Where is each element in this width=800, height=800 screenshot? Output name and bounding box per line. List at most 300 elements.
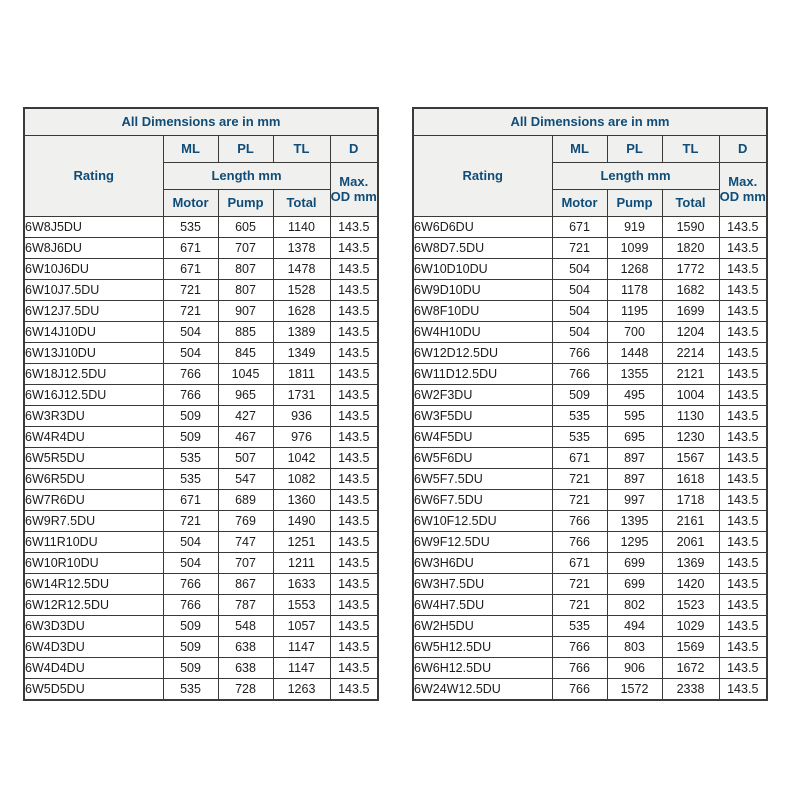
motor-length-cell: 721 xyxy=(163,280,218,301)
motor-length-cell: 721 xyxy=(552,490,607,511)
rating-cell: 6W11R10DU xyxy=(24,532,163,553)
total-length-cell: 1699 xyxy=(662,301,719,322)
table-row xyxy=(24,574,378,595)
max-od-cell: 143.5 xyxy=(330,490,378,511)
max-od-cell: 143.5 xyxy=(719,574,767,595)
max-od-cell: 143.5 xyxy=(330,637,378,658)
motor-length-cell: 671 xyxy=(552,217,607,238)
motor-length-cell: 766 xyxy=(552,658,607,679)
total-length-cell: 2161 xyxy=(662,511,719,532)
motor-length-cell: 504 xyxy=(163,322,218,343)
rating-cell: 6W9R7.5DU xyxy=(24,511,163,532)
pump-length-cell: 495 xyxy=(607,385,662,406)
rating-cell: 6W6H12.5DU xyxy=(413,658,552,679)
max-od-cell: 143.5 xyxy=(330,385,378,406)
rating-cell: 6W2H5DU xyxy=(413,616,552,637)
table-body-right xyxy=(413,217,767,701)
ml-column-header: ML xyxy=(552,136,607,163)
motor-column-header: Motor xyxy=(552,190,607,217)
pump-length-cell: 605 xyxy=(218,217,273,238)
table-row xyxy=(24,343,378,364)
motor-length-cell: 766 xyxy=(552,679,607,701)
table-row xyxy=(413,280,767,301)
pump-length-cell: 803 xyxy=(607,637,662,658)
total-length-cell: 1263 xyxy=(273,679,330,701)
total-length-cell: 1820 xyxy=(662,238,719,259)
rating-cell: 6W8F10DU xyxy=(413,301,552,322)
total-length-cell: 1004 xyxy=(662,385,719,406)
total-length-cell: 1147 xyxy=(273,637,330,658)
rating-cell: 6W6D6DU xyxy=(413,217,552,238)
table-row xyxy=(24,217,378,238)
total-length-cell: 2061 xyxy=(662,532,719,553)
total-length-cell: 1042 xyxy=(273,448,330,469)
pump-length-cell: 802 xyxy=(607,595,662,616)
pump-length-cell: 1355 xyxy=(607,364,662,385)
pump-length-cell: 1045 xyxy=(218,364,273,385)
max-od-cell: 143.5 xyxy=(719,217,767,238)
table-row xyxy=(24,259,378,280)
total-length-cell: 1672 xyxy=(662,658,719,679)
total-length-cell: 1147 xyxy=(273,658,330,679)
motor-length-cell: 766 xyxy=(163,385,218,406)
pump-length-cell: 728 xyxy=(218,679,273,701)
table-row xyxy=(24,616,378,637)
rating-cell: 6W12J7.5DU xyxy=(24,301,163,322)
total-length-cell: 1567 xyxy=(662,448,719,469)
table-caption: All Dimensions are in mm xyxy=(413,108,767,136)
motor-length-cell: 721 xyxy=(552,574,607,595)
max-od-cell: 143.5 xyxy=(330,679,378,701)
pump-length-cell: 769 xyxy=(218,511,273,532)
max-od-cell: 143.5 xyxy=(719,259,767,280)
table-row xyxy=(413,385,767,406)
total-length-cell: 1811 xyxy=(273,364,330,385)
max-od-cell: 143.5 xyxy=(330,448,378,469)
table-row xyxy=(413,301,767,322)
motor-length-cell: 535 xyxy=(163,448,218,469)
tables-container xyxy=(23,107,768,701)
ml-column-header: ML xyxy=(163,136,218,163)
pump-length-cell: 997 xyxy=(607,490,662,511)
pump-length-cell: 807 xyxy=(218,280,273,301)
motor-length-cell: 766 xyxy=(163,364,218,385)
table-row xyxy=(413,595,767,616)
pump-length-cell: 467 xyxy=(218,427,273,448)
max-od-cell: 143.5 xyxy=(330,595,378,616)
rating-cell: 6W4D3DU xyxy=(24,637,163,658)
total-length-cell: 1082 xyxy=(273,469,330,490)
motor-length-cell: 535 xyxy=(552,427,607,448)
max-od-cell: 143.5 xyxy=(719,469,767,490)
rating-cell: 6W4H10DU xyxy=(413,322,552,343)
max-od-cell: 143.5 xyxy=(719,406,767,427)
motor-length-cell: 509 xyxy=(163,616,218,637)
motor-length-cell: 504 xyxy=(163,553,218,574)
table-row xyxy=(24,553,378,574)
total-length-cell: 1389 xyxy=(273,322,330,343)
pump-length-cell: 699 xyxy=(607,574,662,595)
motor-length-cell: 509 xyxy=(163,427,218,448)
max-od-cell: 143.5 xyxy=(330,259,378,280)
length-group-header: Length mm xyxy=(552,163,719,190)
rating-cell: 6W8D7.5DU xyxy=(413,238,552,259)
total-length-cell: 1590 xyxy=(662,217,719,238)
table-row xyxy=(413,490,767,511)
max-od-cell: 143.5 xyxy=(719,532,767,553)
total-length-cell: 1378 xyxy=(273,238,330,259)
max-od-cell: 143.5 xyxy=(719,448,767,469)
table-row xyxy=(24,511,378,532)
max-od-cell: 143.5 xyxy=(719,364,767,385)
table-row xyxy=(24,637,378,658)
abbrev-header-row xyxy=(24,136,378,163)
rating-cell: 6W4H7.5DU xyxy=(413,595,552,616)
pump-length-cell: 1572 xyxy=(607,679,662,701)
rating-cell: 6W2F3DU xyxy=(413,385,552,406)
max-od-cell: 143.5 xyxy=(719,637,767,658)
motor-length-cell: 509 xyxy=(163,406,218,427)
rating-cell: 6W5D5DU xyxy=(24,679,163,701)
pump-length-cell: 965 xyxy=(218,385,273,406)
motor-column-header: Motor xyxy=(163,190,218,217)
table-body-left xyxy=(24,217,378,701)
table-row xyxy=(413,448,767,469)
table-row xyxy=(24,532,378,553)
motor-length-cell: 671 xyxy=(552,553,607,574)
rating-cell: 6W10J6DU xyxy=(24,259,163,280)
rating-cell: 6W8J6DU xyxy=(24,238,163,259)
max-od-cell: 143.5 xyxy=(330,616,378,637)
total-length-cell: 1251 xyxy=(273,532,330,553)
max-od-cell: 143.5 xyxy=(719,343,767,364)
pump-length-cell: 1268 xyxy=(607,259,662,280)
pump-column-header: Pump xyxy=(607,190,662,217)
motor-length-cell: 504 xyxy=(163,532,218,553)
pump-length-cell: 1395 xyxy=(607,511,662,532)
rating-cell: 6W3D3DU xyxy=(24,616,163,637)
rating-cell: 6W10J7.5DU xyxy=(24,280,163,301)
motor-length-cell: 766 xyxy=(552,532,607,553)
max-od-cell: 143.5 xyxy=(719,280,767,301)
rating-cell: 6W9D10DU xyxy=(413,280,552,301)
total-length-cell: 1772 xyxy=(662,259,719,280)
motor-length-cell: 535 xyxy=(163,679,218,701)
abbrev-header-row xyxy=(413,136,767,163)
max-od-cell: 143.5 xyxy=(330,532,378,553)
table-row xyxy=(24,322,378,343)
max-od-cell: 143.5 xyxy=(330,280,378,301)
motor-length-cell: 504 xyxy=(163,343,218,364)
tl-column-header: TL xyxy=(662,136,719,163)
total-length-cell: 1569 xyxy=(662,637,719,658)
table-row xyxy=(413,427,767,448)
table-row xyxy=(24,448,378,469)
max-od-header: Max. OD mm xyxy=(719,163,767,217)
max-od-cell: 143.5 xyxy=(330,469,378,490)
max-od-cell: 143.5 xyxy=(330,658,378,679)
motor-length-cell: 766 xyxy=(163,595,218,616)
pump-length-cell: 638 xyxy=(218,637,273,658)
total-length-cell: 936 xyxy=(273,406,330,427)
total-length-cell: 1230 xyxy=(662,427,719,448)
motor-length-cell: 504 xyxy=(552,259,607,280)
total-length-cell: 1057 xyxy=(273,616,330,637)
max-od-cell: 143.5 xyxy=(330,427,378,448)
table-row xyxy=(413,364,767,385)
table-row xyxy=(413,217,767,238)
table-row xyxy=(24,490,378,511)
total-length-cell: 1204 xyxy=(662,322,719,343)
d-column-header: D xyxy=(330,136,378,163)
rating-cell: 6W14R12.5DU xyxy=(24,574,163,595)
total-length-cell: 976 xyxy=(273,427,330,448)
motor-length-cell: 721 xyxy=(163,301,218,322)
table-row xyxy=(24,385,378,406)
pump-length-cell: 906 xyxy=(607,658,662,679)
table-row xyxy=(413,238,767,259)
pump-length-cell: 845 xyxy=(218,343,273,364)
pump-length-cell: 897 xyxy=(607,469,662,490)
rating-cell: 6W18J12.5DU xyxy=(24,364,163,385)
table-row xyxy=(24,238,378,259)
total-length-cell: 1211 xyxy=(273,553,330,574)
motor-length-cell: 509 xyxy=(163,658,218,679)
motor-length-cell: 721 xyxy=(552,469,607,490)
pump-length-cell: 897 xyxy=(607,448,662,469)
rating-cell: 6W8J5DU xyxy=(24,217,163,238)
motor-length-cell: 721 xyxy=(163,511,218,532)
tl-column-header: TL xyxy=(273,136,330,163)
table-row xyxy=(413,322,767,343)
pump-length-cell: 638 xyxy=(218,658,273,679)
total-length-cell: 1490 xyxy=(273,511,330,532)
total-length-cell: 1633 xyxy=(273,574,330,595)
pump-length-cell: 547 xyxy=(218,469,273,490)
table-row xyxy=(24,658,378,679)
max-od-cell: 143.5 xyxy=(330,574,378,595)
max-od-cell: 143.5 xyxy=(330,364,378,385)
pump-length-cell: 885 xyxy=(218,322,273,343)
total-length-cell: 2338 xyxy=(662,679,719,701)
rating-column-header: Rating xyxy=(24,136,163,217)
motor-length-cell: 766 xyxy=(552,364,607,385)
total-length-cell: 1478 xyxy=(273,259,330,280)
max-od-cell: 143.5 xyxy=(330,322,378,343)
rating-cell: 6W14J10DU xyxy=(24,322,163,343)
length-group-header: Length mm xyxy=(163,163,330,190)
max-od-cell: 143.5 xyxy=(719,427,767,448)
motor-length-cell: 671 xyxy=(163,259,218,280)
table-row xyxy=(413,553,767,574)
rating-cell: 6W10R10DU xyxy=(24,553,163,574)
motor-length-cell: 504 xyxy=(552,322,607,343)
table-row xyxy=(413,511,767,532)
table-row xyxy=(413,343,767,364)
rating-cell: 6W24W12.5DU xyxy=(413,679,552,701)
rating-cell: 6W5R5DU xyxy=(24,448,163,469)
table-row xyxy=(24,301,378,322)
motor-length-cell: 509 xyxy=(552,385,607,406)
rating-cell: 6W5H12.5DU xyxy=(413,637,552,658)
rating-cell: 6W10D10DU xyxy=(413,259,552,280)
pump-length-cell: 700 xyxy=(607,322,662,343)
table-row xyxy=(413,637,767,658)
max-od-cell: 143.5 xyxy=(719,553,767,574)
motor-length-cell: 671 xyxy=(552,448,607,469)
rating-cell: 6W12R12.5DU xyxy=(24,595,163,616)
motor-length-cell: 766 xyxy=(552,637,607,658)
pump-length-cell: 707 xyxy=(218,238,273,259)
pump-length-cell: 1195 xyxy=(607,301,662,322)
max-od-cell: 143.5 xyxy=(719,322,767,343)
max-od-cell: 143.5 xyxy=(719,490,767,511)
motor-length-cell: 671 xyxy=(163,490,218,511)
pump-length-cell: 595 xyxy=(607,406,662,427)
motor-length-cell: 671 xyxy=(163,238,218,259)
rating-column-header: Rating xyxy=(413,136,552,217)
motor-length-cell: 509 xyxy=(163,637,218,658)
max-od-cell: 143.5 xyxy=(330,217,378,238)
max-od-header: Max. OD mm xyxy=(330,163,378,217)
rating-cell: 6W9F12.5DU xyxy=(413,532,552,553)
table-row xyxy=(413,574,767,595)
pump-length-cell: 787 xyxy=(218,595,273,616)
pump-length-cell: 907 xyxy=(218,301,273,322)
total-length-cell: 1553 xyxy=(273,595,330,616)
total-length-cell: 1682 xyxy=(662,280,719,301)
max-od-cell: 143.5 xyxy=(719,616,767,637)
max-od-cell: 143.5 xyxy=(719,658,767,679)
total-length-cell: 1618 xyxy=(662,469,719,490)
max-od-cell: 143.5 xyxy=(719,238,767,259)
pl-column-header: PL xyxy=(607,136,662,163)
pump-length-cell: 494 xyxy=(607,616,662,637)
total-length-cell: 1523 xyxy=(662,595,719,616)
total-length-cell: 1718 xyxy=(662,490,719,511)
rating-cell: 6W6R5DU xyxy=(24,469,163,490)
motor-length-cell: 721 xyxy=(552,595,607,616)
rating-cell: 6W13J10DU xyxy=(24,343,163,364)
max-od-cell: 143.5 xyxy=(330,553,378,574)
total-length-cell: 1360 xyxy=(273,490,330,511)
max-od-cell: 143.5 xyxy=(719,385,767,406)
d-column-header: D xyxy=(719,136,767,163)
pump-length-cell: 1099 xyxy=(607,238,662,259)
table-row xyxy=(413,259,767,280)
table-caption: All Dimensions are in mm xyxy=(24,108,378,136)
table-row xyxy=(413,679,767,701)
pump-length-cell: 747 xyxy=(218,532,273,553)
motor-length-cell: 535 xyxy=(163,217,218,238)
rating-cell: 6W5F7.5DU xyxy=(413,469,552,490)
pump-length-cell: 427 xyxy=(218,406,273,427)
motor-length-cell: 766 xyxy=(552,511,607,532)
rating-cell: 6W3F5DU xyxy=(413,406,552,427)
total-length-cell: 1420 xyxy=(662,574,719,595)
rating-cell: 6W11D12.5DU xyxy=(413,364,552,385)
total-length-cell: 1369 xyxy=(662,553,719,574)
table-row xyxy=(413,532,767,553)
total-length-cell: 1349 xyxy=(273,343,330,364)
pump-length-cell: 689 xyxy=(218,490,273,511)
motor-length-cell: 721 xyxy=(552,238,607,259)
max-od-cell: 143.5 xyxy=(719,301,767,322)
pump-length-cell: 807 xyxy=(218,259,273,280)
rating-cell: 6W10F12.5DU xyxy=(413,511,552,532)
motor-length-cell: 504 xyxy=(552,301,607,322)
pump-length-cell: 507 xyxy=(218,448,273,469)
max-od-cell: 143.5 xyxy=(330,238,378,259)
pump-column-header: Pump xyxy=(218,190,273,217)
rating-cell: 6W3R3DU xyxy=(24,406,163,427)
caption-row xyxy=(413,108,767,136)
total-length-cell: 1528 xyxy=(273,280,330,301)
rating-cell: 6W12D12.5DU xyxy=(413,343,552,364)
pump-length-cell: 1295 xyxy=(607,532,662,553)
dimensions-table-left xyxy=(23,107,379,701)
motor-length-cell: 504 xyxy=(552,280,607,301)
table-row xyxy=(24,280,378,301)
rating-cell: 6W7R6DU xyxy=(24,490,163,511)
rating-cell: 6W5F6DU xyxy=(413,448,552,469)
rating-cell: 6W4D4DU xyxy=(24,658,163,679)
dimensions-table-right xyxy=(412,107,768,701)
pump-length-cell: 867 xyxy=(218,574,273,595)
table-row xyxy=(24,427,378,448)
max-od-cell: 143.5 xyxy=(330,343,378,364)
pump-length-cell: 695 xyxy=(607,427,662,448)
motor-length-cell: 766 xyxy=(552,343,607,364)
table-row xyxy=(24,469,378,490)
pump-length-cell: 699 xyxy=(607,553,662,574)
total-length-cell: 1628 xyxy=(273,301,330,322)
motor-length-cell: 535 xyxy=(163,469,218,490)
rating-cell: 6W16J12.5DU xyxy=(24,385,163,406)
motor-length-cell: 535 xyxy=(552,406,607,427)
total-length-cell: 1130 xyxy=(662,406,719,427)
total-length-cell: 2121 xyxy=(662,364,719,385)
table-row xyxy=(24,679,378,701)
motor-length-cell: 535 xyxy=(552,616,607,637)
pump-length-cell: 1448 xyxy=(607,343,662,364)
total-column-header: Total xyxy=(662,190,719,217)
motor-length-cell: 766 xyxy=(163,574,218,595)
rating-cell: 6W6F7.5DU xyxy=(413,490,552,511)
total-length-cell: 1029 xyxy=(662,616,719,637)
rating-cell: 6W4R4DU xyxy=(24,427,163,448)
total-column-header: Total xyxy=(273,190,330,217)
table-row xyxy=(413,406,767,427)
total-length-cell: 1731 xyxy=(273,385,330,406)
max-od-cell: 143.5 xyxy=(719,679,767,701)
rating-cell: 6W3H6DU xyxy=(413,553,552,574)
table-row xyxy=(413,616,767,637)
pump-length-cell: 919 xyxy=(607,217,662,238)
max-od-cell: 143.5 xyxy=(330,511,378,532)
rating-cell: 6W4F5DU xyxy=(413,427,552,448)
total-length-cell: 2214 xyxy=(662,343,719,364)
max-od-cell: 143.5 xyxy=(719,511,767,532)
table-row xyxy=(24,364,378,385)
table-row xyxy=(413,469,767,490)
pl-column-header: PL xyxy=(218,136,273,163)
caption-row xyxy=(24,108,378,136)
table-row xyxy=(413,658,767,679)
table-row xyxy=(24,595,378,616)
pump-length-cell: 1178 xyxy=(607,280,662,301)
rating-cell: 6W3H7.5DU xyxy=(413,574,552,595)
